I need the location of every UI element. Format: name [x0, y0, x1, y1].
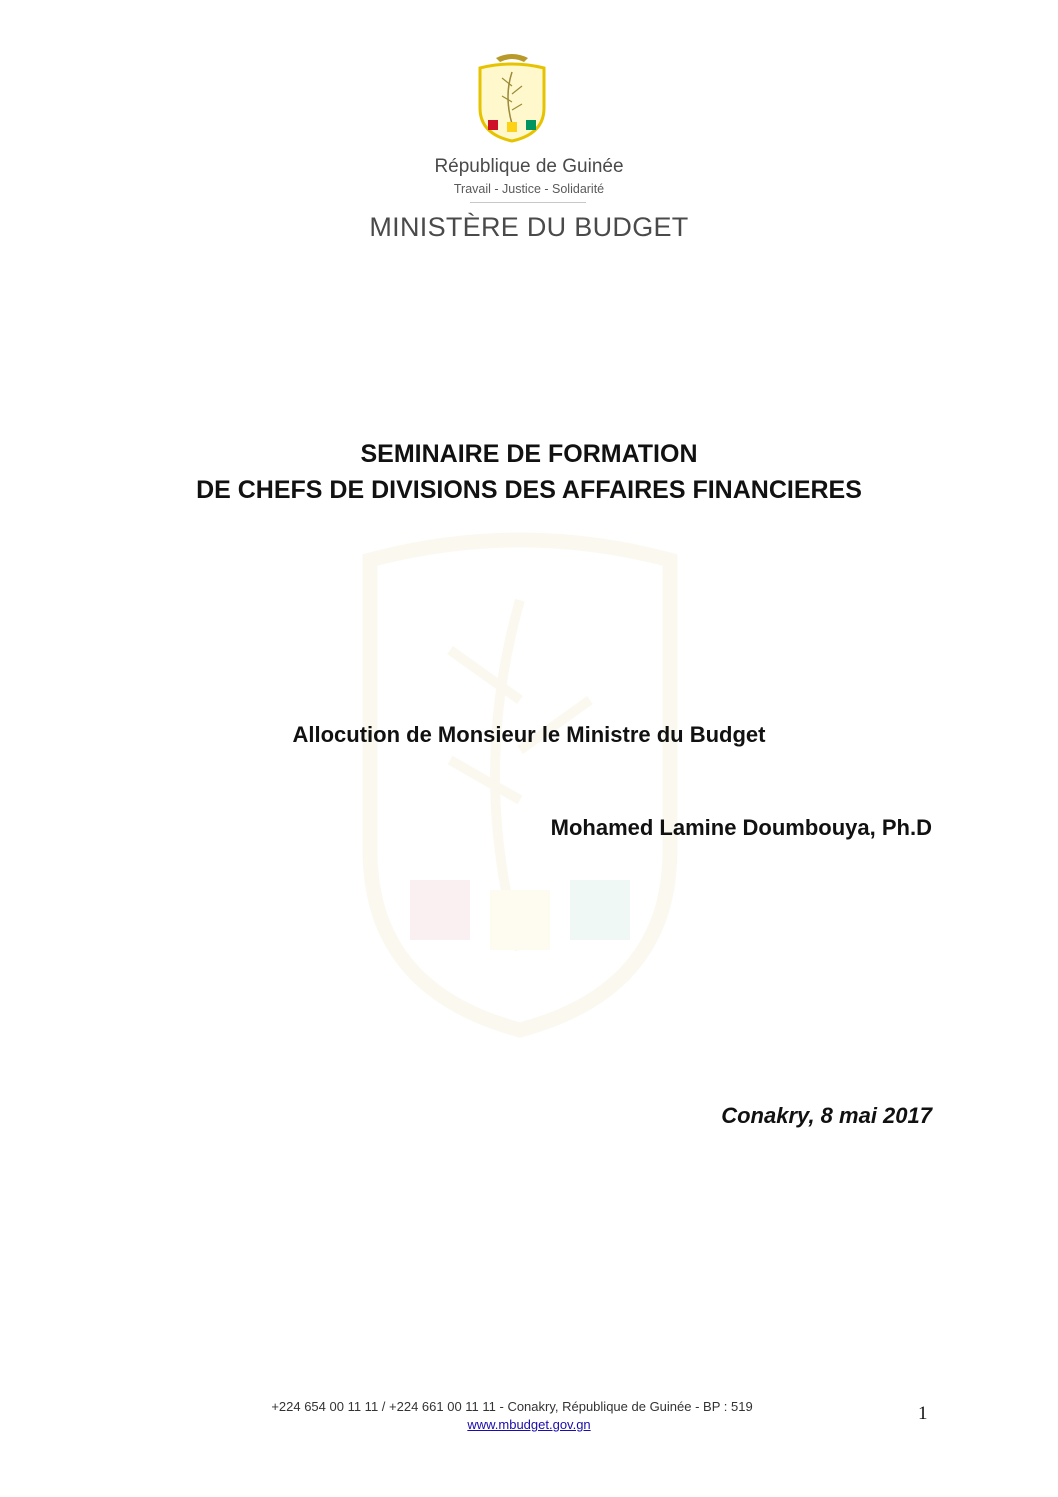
red-band — [488, 120, 498, 130]
place-and-date: Conakry, 8 mai 2017 — [721, 1103, 932, 1128]
coat-of-arms-watermark — [270, 500, 770, 1060]
footer-website-link[interactable]: www.mbudget.gov.gn — [467, 1417, 591, 1432]
page-number: 1 — [918, 1403, 928, 1424]
title-line-2: DE CHEFS DE DIVISIONS DES AFFAIRES FINANCIERES — [196, 476, 862, 504]
header-divider — [470, 202, 586, 203]
green-band — [526, 120, 536, 130]
author-name: Mohamed Lamine Doumbouya, Ph.D — [550, 815, 932, 840]
footer-contact: +224 654 00 11 11 / +224 661 00 11 11 - Conakry, République de Guinée - BP : 519 — [271, 1399, 753, 1414]
title-line-1: SEMINAIRE DE FORMATION — [360, 440, 698, 468]
yellow-band — [507, 122, 517, 132]
ministry-name: MINISTÈRE DU BUDGET — [369, 212, 689, 242]
republic-name: République de Guinée — [434, 156, 624, 177]
allocution-heading: Allocution de Monsieur le Ministre du Budget — [292, 722, 766, 747]
coat-of-arms-emblem — [466, 48, 558, 144]
national-motto: Travail - Justice - Solidarité — [453, 182, 605, 196]
